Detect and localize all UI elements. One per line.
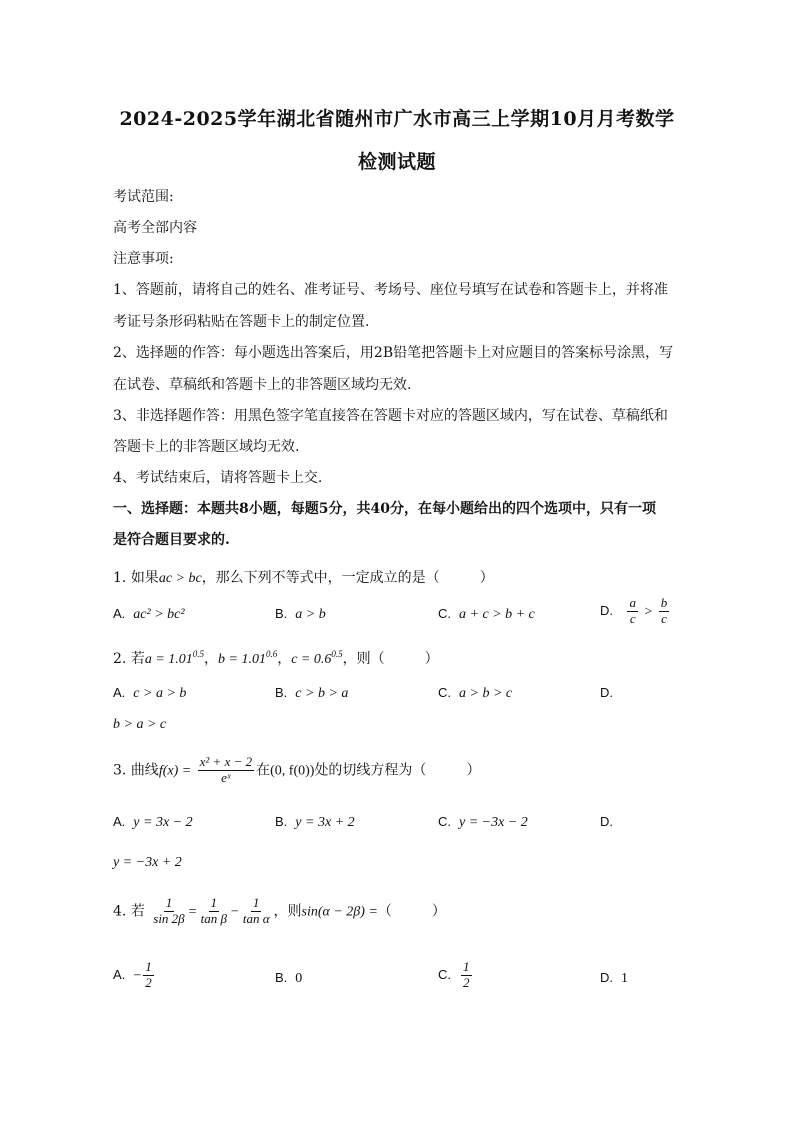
- question-number: 4.: [113, 903, 127, 920]
- option-d-label: D.: [600, 814, 613, 829]
- notice-line: 2、选择题的作答：每小题选出答案后，用2B铅笔把答题卡上对应题目的答案标号涂黑，写: [113, 345, 674, 361]
- document-title-line2: 检测试题: [357, 151, 436, 173]
- notice-line: 3、非选择题作答：用黑色签字笔直接答在答题卡对应的答题区域内，写在试卷、草稿纸和: [113, 408, 668, 424]
- notice-line: 考证号条形码粘贴在答题卡上的制定位置.: [113, 314, 370, 330]
- option-d: D. $\frac{a}{c}$ > $\frac{b}{c}$: [600, 595, 668, 626]
- range-label: 考试范围:: [113, 189, 174, 205]
- math-expr: ac > bc: [158, 571, 202, 586]
- option-d: D. 1: [600, 970, 628, 986]
- question-2: 2. 若$a = 1.01^{0.5}$，$b = 1.01^{0.6}$，$c = 0.6^{0.5}$，则（ ）: [113, 649, 439, 667]
- question-3: 3. 曲线f(x) = $\frac{\text{x² + x − 2}}{\text{eˣ}}$ 在(0, f(0))处的切线方程为（ ）: [113, 754, 481, 785]
- option-b: B. 0: [275, 970, 303, 986]
- option-c: C. a > b > c: [438, 685, 513, 701]
- option-b: B. a > b: [275, 606, 326, 622]
- option-c: C. y = −3x − 2: [438, 814, 528, 830]
- question-text: 如果: [130, 570, 159, 586]
- notice-line: 答题卡上的非答题区域均无效.: [113, 439, 300, 455]
- option-d-label: D.: [600, 685, 613, 700]
- question-number: 3.: [113, 762, 127, 779]
- notice-label: 注意事项:: [113, 251, 174, 267]
- question-number: 1.: [113, 570, 127, 586]
- notice-line: 在试卷、草稿纸和答题卡上的非答题区域均无效.: [113, 377, 412, 393]
- close-paren: ）: [479, 570, 494, 586]
- question-number: 2.: [113, 651, 127, 667]
- notice-line: 1、答题前，请将自己的姓名、准考证号、考场号、座位号填写在试卷和答题卡上，并将准: [113, 282, 668, 298]
- option-c: C. a + c > b + c: [438, 606, 535, 622]
- option-a: A. − $\frac{1}{2}$: [113, 959, 152, 990]
- question-1: [113, 567, 494, 587]
- notice-line: 4、考试结束后，请将答题卡上交.: [113, 470, 323, 486]
- option-a: A. y = 3x − 2: [113, 814, 193, 830]
- question-text: ，那么下列不等式中，一定成立的是（: [201, 570, 440, 586]
- option-b: B. c > b > a: [275, 685, 349, 701]
- document-title-line1: 2024-2025学年湖北省随州市广水市高三上学期10月月考数学: [119, 108, 675, 130]
- option-d-value: b > a > c: [113, 717, 167, 732]
- range-value: 高考全部内容: [113, 220, 197, 236]
- option-a: A. ac² > bc²: [113, 606, 185, 622]
- option-d-value: y = −3x + 2: [113, 855, 182, 870]
- section-heading-cont: 是符合题目要求的.: [113, 532, 230, 548]
- section-heading: 一、选择题：本题共8小题，每题5分，共40分，在每小题给出的四个选项中，只有一项: [113, 501, 656, 517]
- option-c: C. $\frac{1}{2}$: [438, 959, 470, 990]
- question-4: 4. 若 $\frac{1}{\sin 2\beta}$ = $\frac{1}{\text{tan β}}$ − $\frac{1}{\text{tan α}}$ ，则sin(α − 2β) =（ ）: [113, 895, 446, 926]
- option-a: A. c > a > b: [113, 685, 187, 701]
- option-b: B. y = 3x + 2: [275, 814, 355, 830]
